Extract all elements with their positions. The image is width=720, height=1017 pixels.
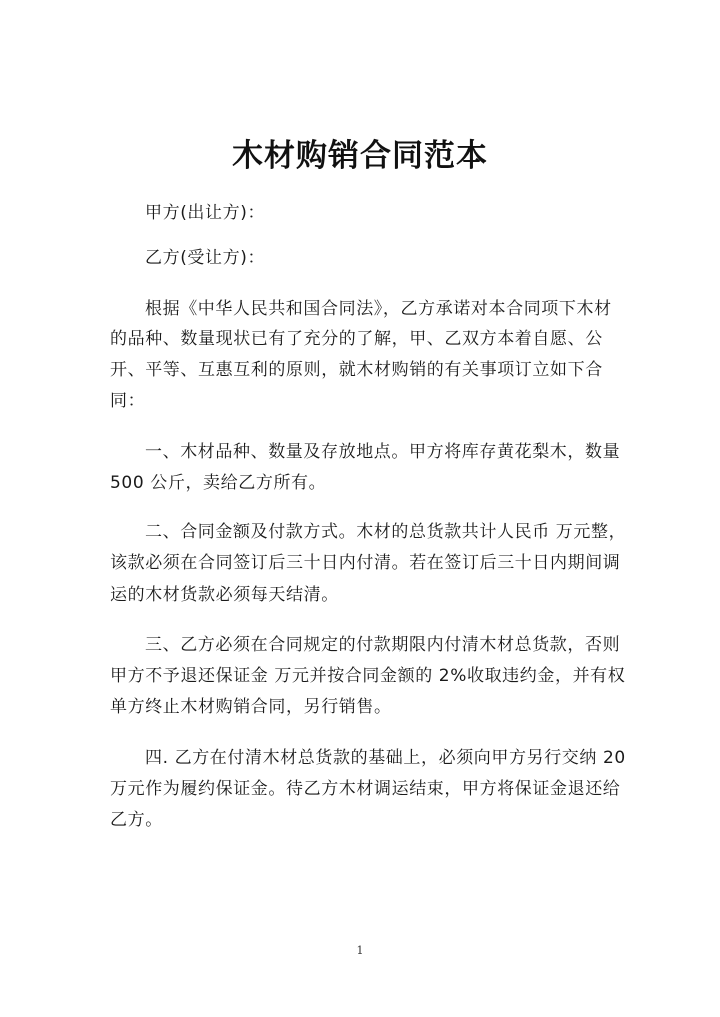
paragraph-line: 万元作为履约保证金。待乙方木材调运结束，甲方将保证金退还给 [110, 779, 621, 799]
paragraph-line: 500 公斤，卖给乙方所有。 [110, 473, 327, 493]
paragraph-line: 甲方不予退还保证金 万元并按合同金额的 2%收取违约金，并有权 [110, 666, 626, 686]
paragraph-line: 一、木材品种、数量及存放地点。甲方将库存黄花梨木，数量 [145, 442, 621, 462]
paragraph-line: 根据《中华人民共和国合同法》，乙方承诺对本合同项下木材 [145, 299, 612, 319]
paragraph-line: 四. 乙方在付清木材总货款的基础上，必须向甲方另行交纳 20 [145, 748, 626, 768]
paragraph-line: 同： [110, 391, 146, 411]
party-b-label: 乙方(受让方)： [145, 248, 266, 268]
paragraph-line: 该款必须在合同签订后三十日内付清。若在签订后三十日内期间调 [110, 553, 621, 573]
paragraph-line: 开、平等、互惠互利的原则，就木材购销的有关事项订立如下合 [110, 360, 603, 380]
paragraph-line: 二、合同金额及付款方式。木材的总货款共计人民币 万元整， [145, 522, 627, 542]
paragraph-line: 单方终止木材购销合同，另行销售。 [110, 697, 392, 717]
paragraph-line: 运的木材货款必须每天结清。 [110, 585, 339, 605]
paragraph-line: 三、乙方必须在合同规定的付款期限内付清木材总货款，否则 [145, 635, 621, 655]
document-title: 木材购销合同范本 [232, 138, 488, 174]
paragraph-line: 乙方。 [110, 810, 163, 830]
page-number: 1 [356, 944, 364, 957]
party-a-label: 甲方(出让方)： [145, 203, 266, 223]
paragraph-line: 的品种、数量现状已有了充分的了解，甲、乙双方本着自愿、公 [110, 329, 603, 349]
